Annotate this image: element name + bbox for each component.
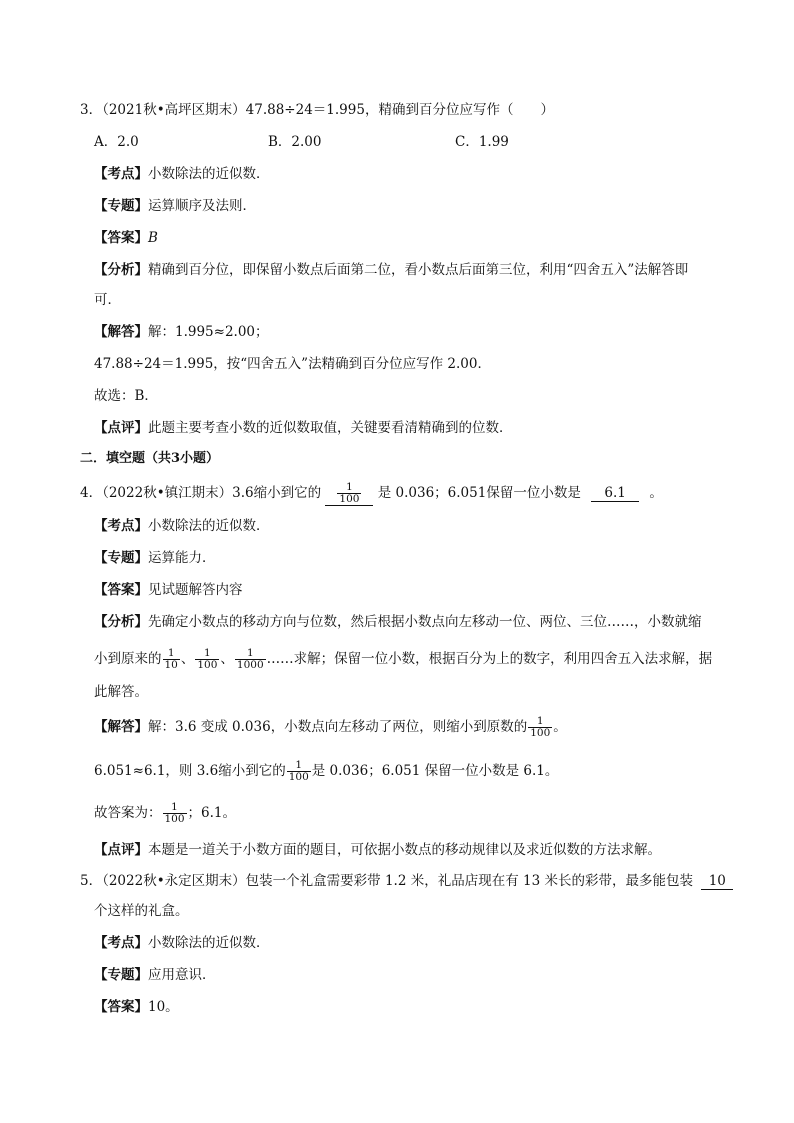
- kaodian-tag: 【考点】: [94, 518, 148, 534]
- q4-kaodian: [94, 516, 270, 536]
- fraction-1-100: [195, 648, 219, 671]
- fraction-numerator: 1: [204, 647, 211, 659]
- q4-stem: [80, 480, 663, 506]
- zhuanti-text: 应用意识．: [148, 967, 216, 983]
- fraction-1-100: [287, 760, 311, 783]
- q5-stem: [80, 871, 733, 891]
- dianping-text: 此题主要考查小数的近似数取值，关键要看清精确到的位数．: [148, 420, 513, 436]
- fraction-numerator: 1: [167, 647, 175, 659]
- q3-option-a: A．2.0: [94, 134, 139, 150]
- zhuanti-tag: 【专题】: [94, 198, 148, 214]
- jieda-text-2a: 6.051≈6.1，则 3.6缩小到它的: [94, 763, 286, 779]
- fraction-denominator: 100: [197, 659, 218, 671]
- fraction-numerator: 1: [536, 715, 544, 727]
- q3-option-c: C．1.99: [455, 134, 509, 150]
- jieda-end: 。: [553, 719, 567, 735]
- dianping-tag: 【点评】: [94, 420, 148, 436]
- q5-daan: [94, 997, 179, 1017]
- q3-stem: 3．（2021秋•高坪区期末）47.88÷24＝1.995，精确到百分位应写作（ ）: [80, 102, 554, 118]
- jieda-tag: 【解答】: [94, 719, 148, 735]
- q5-blank: 10: [701, 873, 733, 890]
- q4-fenxi-line3: 此解答。: [94, 684, 148, 700]
- daan-text: B: [148, 230, 158, 246]
- kaodian-tag: 【考点】: [94, 935, 148, 951]
- fraction-1-1000: [235, 648, 266, 671]
- q4-dianping: [94, 840, 661, 860]
- q3-zhuanti: [94, 196, 256, 216]
- kaodian-text: 小数除法的近似数．: [148, 518, 270, 534]
- fenxi-text: 精确到百分位，即保留小数点后面第二位，看小数点后面第三位，利用“四舍五入”法解答即: [148, 262, 689, 278]
- q5-zhuanti: [94, 965, 216, 985]
- jieda-text-3a: 故答案为：: [94, 805, 162, 821]
- daan-tag: 【答案】: [94, 230, 148, 246]
- q4-jieda-line2: [94, 756, 558, 786]
- q4-jieda: [94, 712, 567, 742]
- q4-blank-2: 6.1: [591, 485, 639, 502]
- daan-text: 见试题解答内容: [148, 582, 243, 598]
- fenxi-tag: 【分析】: [94, 262, 148, 278]
- zhuanti-text: 运算顺序及法则．: [148, 198, 256, 214]
- section-title: 二．填空题（共3小题）: [80, 451, 220, 466]
- zhuanti-tag: 【专题】: [94, 550, 148, 566]
- kaodian-tag: 【考点】: [94, 166, 148, 182]
- q4-blank-1: [325, 482, 373, 506]
- fraction-denominator: 10: [164, 659, 178, 671]
- fenxi-text-2a: 小到原来的: [94, 651, 162, 667]
- dianping-tag: 【点评】: [94, 842, 148, 858]
- q3-kaodian: [94, 164, 270, 184]
- q4-fenxi: [94, 612, 702, 632]
- q3-jieda: [94, 322, 269, 342]
- q4-stem-c: 。: [649, 485, 663, 501]
- daan-text: 10。: [148, 999, 179, 1015]
- daan-tag: 【答案】: [94, 582, 148, 598]
- jieda-text-3b: ；6.1。: [187, 805, 237, 821]
- jieda-text: 解：1.995≈2.00；: [148, 324, 269, 340]
- q3-daan: [94, 228, 158, 248]
- fenxi-text: 先确定小数点的移动方向与位数，然后根据小数点向左移动一位、两位、三位……，小数就缩: [148, 614, 702, 630]
- q3-option-b: B．2.00: [268, 134, 322, 150]
- q5-stem-cont: 个这样的礼盒。: [94, 903, 189, 919]
- daan-tag: 【答案】: [94, 999, 148, 1015]
- jieda-text: 解：3.6 变成 0.036，小数点向左移动了两位，则缩小到原数的: [148, 719, 528, 735]
- fraction-denominator: 100: [530, 727, 551, 739]
- separator: 、: [220, 651, 234, 667]
- fraction-1-100: [163, 802, 187, 825]
- fraction-1-10: [163, 648, 180, 671]
- q4-blank1-fraction: [337, 482, 361, 505]
- q3-jieda-line2: 47.88÷24＝1.995，按“四舍五入”法精确到百分位应写作 2.00．: [94, 356, 491, 372]
- q4-jieda-line3: [94, 798, 236, 828]
- fenxi-tag: 【分析】: [94, 614, 148, 630]
- q3-fenxi: [94, 260, 688, 280]
- q4-fenxi-line2: [94, 644, 712, 674]
- q4-daan: [94, 580, 243, 600]
- fraction-denominator: 100: [288, 771, 309, 783]
- q5-kaodian: [94, 933, 270, 953]
- kaodian-text: 小数除法的近似数．: [148, 166, 270, 182]
- fraction-numerator: 1: [246, 647, 254, 659]
- jieda-tag: 【解答】: [94, 324, 148, 340]
- fraction-denominator: 100: [339, 493, 360, 505]
- fenxi-text-2b: ……求解；保留一位小数，根据百分为上的数字，利用四舍五入法求解，据: [266, 651, 713, 667]
- q3-fenxi-cont: 可．: [94, 292, 121, 308]
- fraction-numerator: 1: [346, 481, 353, 493]
- fraction-1-100: [528, 716, 552, 739]
- fraction-numerator: 1: [171, 801, 178, 813]
- kaodian-text: 小数除法的近似数．: [148, 935, 270, 951]
- q3-jieda-line3: 故选：B．: [94, 388, 158, 404]
- zhuanti-tag: 【专题】: [94, 967, 148, 983]
- q4-stem-b: 是 0.036；6.051保留一位小数是: [377, 485, 581, 501]
- dianping-text: 本题是一道关于小数方面的题目，可依据小数点的移动规律以及求近似数的方法求解。: [148, 842, 661, 858]
- q5-stem-a: 5．（2022秋•永定区期末）包装一个礼盒需要彩带 1.2 米，礼品店现在有 13 米长的彩带，最多能包装: [80, 873, 693, 889]
- fraction-numerator: 1: [295, 759, 303, 771]
- jieda-text-2b: 是 0.036；6.051 保留一位小数是 6.1。: [311, 763, 559, 779]
- q4-zhuanti: [94, 548, 216, 568]
- fraction-denominator: 100: [164, 813, 185, 825]
- q4-stem-a: 4．（2022秋•镇江期末）3.6缩小到它的: [80, 485, 322, 501]
- separator: 、: [180, 651, 195, 667]
- fraction-denominator: 1000: [236, 659, 264, 671]
- q3-dianping: [94, 418, 513, 438]
- zhuanti-text: 运算能力．: [148, 550, 216, 566]
